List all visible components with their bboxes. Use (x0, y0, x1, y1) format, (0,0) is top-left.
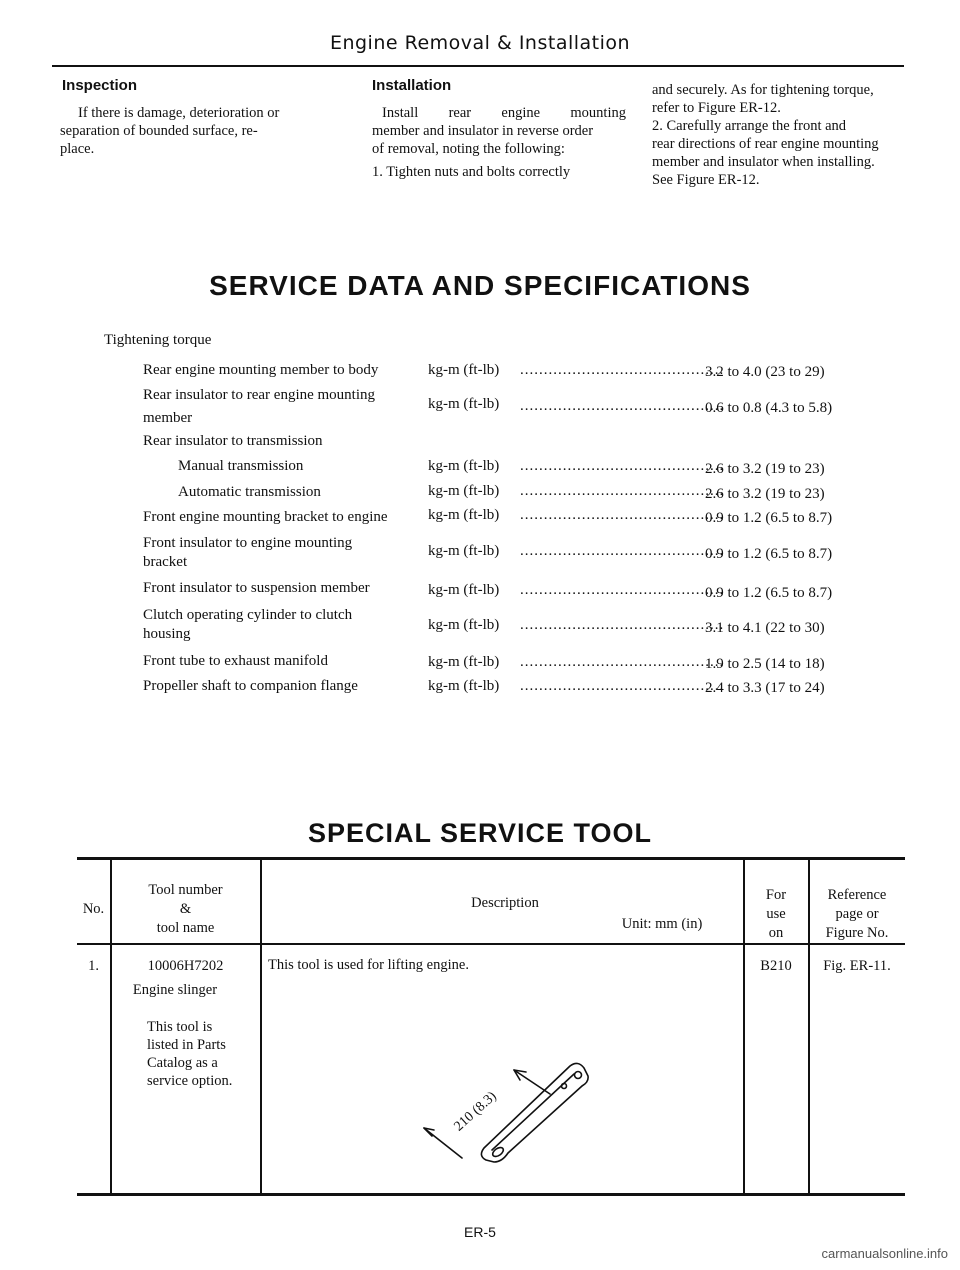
inspection-line: place. (60, 141, 95, 157)
leader-dots: ........................................... (520, 483, 725, 499)
installation-line: 1. Tighten nuts and bolts correctly (372, 164, 571, 180)
row-reference: Fig. ER-11. (823, 958, 891, 974)
installation-line: Install rear engine mounting (382, 105, 626, 121)
table-top-rule (77, 857, 905, 860)
table-header-rule (77, 943, 905, 945)
leader-dots: ........................................... (520, 398, 725, 414)
torque-item-label-cont: housing (143, 626, 191, 642)
slinger-dimension-label: 210 (8.3) (451, 1088, 500, 1135)
page-number: ER-5 (464, 1224, 496, 1240)
table-bottom-rule (77, 1193, 905, 1196)
torque-item-label: Front engine mounting bracket to engine (143, 509, 388, 525)
row-tool-note-line: Catalog as a (147, 1055, 218, 1071)
col-header-tool-line: & (179, 901, 192, 917)
torque-value: 1.9 to 2.5 (14 to 18) (705, 656, 825, 672)
installation-col3-line: 2. Carefully arrange the front and (652, 118, 847, 134)
row-tool-note-line: listed in Parts (147, 1037, 226, 1053)
inspection-heading: Inspection (62, 77, 138, 94)
torque-item-label: Front insulator to engine mounting (143, 535, 353, 551)
header-rule (52, 65, 904, 67)
leader-dots: ........................................... (520, 543, 725, 559)
service-data-heading: SERVICE DATA AND SPECIFICATIONS (209, 270, 751, 301)
col-header-tool-line: tool name (156, 920, 215, 936)
installation-col3-line: rear directions of rear engine mounting (652, 136, 879, 152)
leader-dots: ........................................... (520, 458, 725, 474)
row-tool-number: 10006H7202 (147, 958, 224, 974)
torque-item-label: Propeller shaft to companion flange (143, 678, 358, 694)
dimension-line (514, 1070, 550, 1094)
torque-unit: kg-m (ft-lb) (428, 396, 500, 412)
installation-continued-text (652, 81, 922, 189)
torque-value: 2.6 to 3.2 (19 to 23) (705, 461, 825, 477)
torque-unit: kg-m (ft-lb) (428, 543, 500, 559)
torque-value: 2.4 to 3.3 (17 to 24) (705, 680, 825, 696)
inspection-line: If there is damage, deterioration or (78, 105, 280, 121)
slinger-hole-bottom (491, 1146, 505, 1159)
col-header-description: Description (471, 895, 539, 911)
tightening-torque-label: Tightening torque (104, 332, 212, 348)
torque-group-label: Rear insulator to transmission (143, 433, 323, 449)
row-description: This tool is used for lifting engine. (268, 957, 469, 973)
row-tool-note-line: service option. (147, 1073, 233, 1089)
installation-heading: Installation (372, 77, 452, 94)
torque-unit: kg-m (ft-lb) (428, 507, 500, 523)
engine-slinger-drawing (410, 1028, 600, 1178)
installation-col3-line: refer to Figure ER-12. (652, 100, 781, 116)
dimension-arrow (514, 1070, 526, 1080)
row-tool-note (147, 1018, 232, 1090)
leader-dots: ........................................... (520, 582, 725, 598)
installation-text (372, 104, 634, 181)
slinger-hole-top-2 (562, 1084, 567, 1089)
col-header-for-use-line: For (765, 887, 787, 903)
leader-dots: ........................................... (520, 678, 725, 694)
torque-unit: kg-m (ft-lb) (428, 458, 500, 474)
row-for-use: B210 (760, 958, 792, 974)
torque-unit: kg-m (ft-lb) (428, 362, 500, 378)
col-header-for-use-line: use (766, 906, 786, 922)
torque-value: 0.9 to 1.2 (6.5 to 8.7) (705, 546, 833, 562)
torque-item-label: Front insulator to suspension member (143, 580, 370, 596)
leader-dots: ........................................... (520, 617, 725, 633)
col-header-tool-line: Tool number (148, 882, 223, 898)
col-header-no: No. (82, 901, 105, 917)
torque-value: 0.9 to 1.2 (6.5 to 8.7) (705, 585, 833, 601)
torque-unit: kg-m (ft-lb) (428, 617, 500, 633)
slinger-outline (481, 1063, 588, 1162)
torque-unit: kg-m (ft-lb) (428, 483, 500, 499)
torque-value: 0.9 to 1.2 (6.5 to 8.7) (705, 510, 833, 526)
col-header-unit: Unit: mm (in) (621, 916, 703, 932)
installation-col3-line: See Figure ER-12. (652, 172, 760, 188)
row-tool-name: Engine slinger (132, 982, 218, 998)
torque-item-label-cont: member (143, 410, 193, 426)
table-col-divider (260, 858, 262, 1194)
torque-item-label: Manual transmission (178, 458, 304, 474)
torque-unit: kg-m (ft-lb) (428, 582, 500, 598)
torque-unit: kg-m (ft-lb) (428, 678, 500, 694)
torque-item-label: Clutch operating cylinder to clutch (143, 607, 353, 623)
installation-col3-line: member and insulator when installing. (652, 154, 875, 170)
dimension-line (424, 1128, 462, 1158)
leader-dots: ........................................... (520, 362, 725, 378)
col-header-reference-line: Figure No. (825, 925, 889, 941)
col-header-reference-line: Reference (827, 887, 887, 903)
watermark: carmanualsonline.info (821, 1246, 948, 1261)
slinger-hole-top (575, 1072, 582, 1079)
torque-value: 3.2 to 4.0 (23 to 29) (705, 364, 825, 380)
col-header-reference-line: page or (835, 906, 879, 922)
col-header-reference (809, 886, 905, 943)
torque-value: 3.1 to 4.1 (22 to 30) (705, 620, 825, 636)
torque-unit: kg-m (ft-lb) (428, 654, 500, 670)
col-header-for-use (744, 886, 808, 943)
leader-dots: ........................................... (520, 507, 725, 523)
torque-item-label-cont: bracket (143, 554, 188, 570)
installation-line: member and insulator in reverse order (372, 123, 594, 139)
inspection-line: separation of bounded surface, re- (60, 123, 258, 139)
special-tool-heading: SPECIAL SERVICE TOOL (307, 818, 653, 848)
leader-dots: ........................................... (520, 654, 725, 670)
col-header-for-use-line: on (768, 925, 784, 941)
torque-item-label: Rear engine mounting member to body (143, 362, 379, 378)
torque-item-label: Rear insulator to rear engine mounting (143, 387, 376, 403)
col-header-tool (111, 881, 260, 938)
page-header-title: Engine Removal & Installation (329, 32, 631, 54)
inspection-text (60, 104, 350, 158)
row-no: 1. (88, 958, 99, 974)
torque-value: 0.6 to 0.8 (4.3 to 5.8) (705, 400, 833, 416)
row-tool-note-line: This tool is (147, 1019, 213, 1035)
torque-value: 2.6 to 3.2 (19 to 23) (705, 486, 825, 502)
torque-item-label: Front tube to exhaust manifold (143, 653, 328, 669)
installation-col3-line: and securely. As for tightening torque, (652, 82, 874, 98)
installation-line: of removal, noting the following: (372, 141, 565, 157)
torque-item-label: Automatic transmission (178, 484, 321, 500)
